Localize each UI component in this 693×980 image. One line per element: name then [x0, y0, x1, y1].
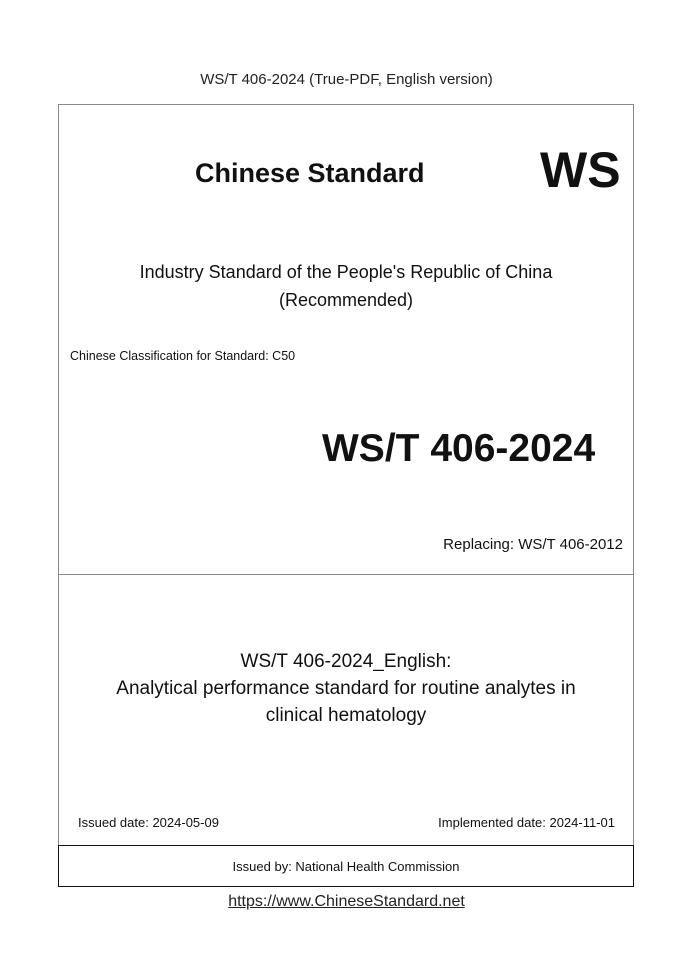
brand-title: Chinese Standard — [195, 158, 425, 188]
ws-standard-mark: WS — [540, 142, 621, 198]
issuer-label: Issued by: National Health Commission — [232, 858, 460, 874]
replacing-label: Replacing: WS/T 406-2012 — [443, 536, 623, 553]
website-link[interactable]: https://www.ChineseStandard.net — [228, 893, 465, 910]
document-header: WS/T 406-2024 (True-PDF, English version) — [200, 71, 493, 88]
issuer-box — [58, 845, 634, 887]
industry-standard-heading — [58, 258, 634, 314]
industry-line-1: Industry Standard of the People's Republic of China — [139, 262, 553, 282]
implemented-date: Implemented date: 2024-11-01 — [438, 815, 615, 830]
title-line-1: WS/T 406-2024_English: — [240, 651, 452, 672]
industry-line-2: (Recommended) — [278, 290, 414, 310]
issued-date: Issued date: 2024-05-09 — [78, 815, 219, 830]
title-line-3: clinical hematology — [265, 705, 427, 726]
standard-number: WS/T 406-2024 — [322, 427, 596, 470]
document-title — [58, 648, 634, 729]
title-line-2: Analytical performance standard for routine analytes in — [116, 678, 576, 699]
classification-label: Chinese Classification for Standard: C50 — [70, 349, 296, 363]
